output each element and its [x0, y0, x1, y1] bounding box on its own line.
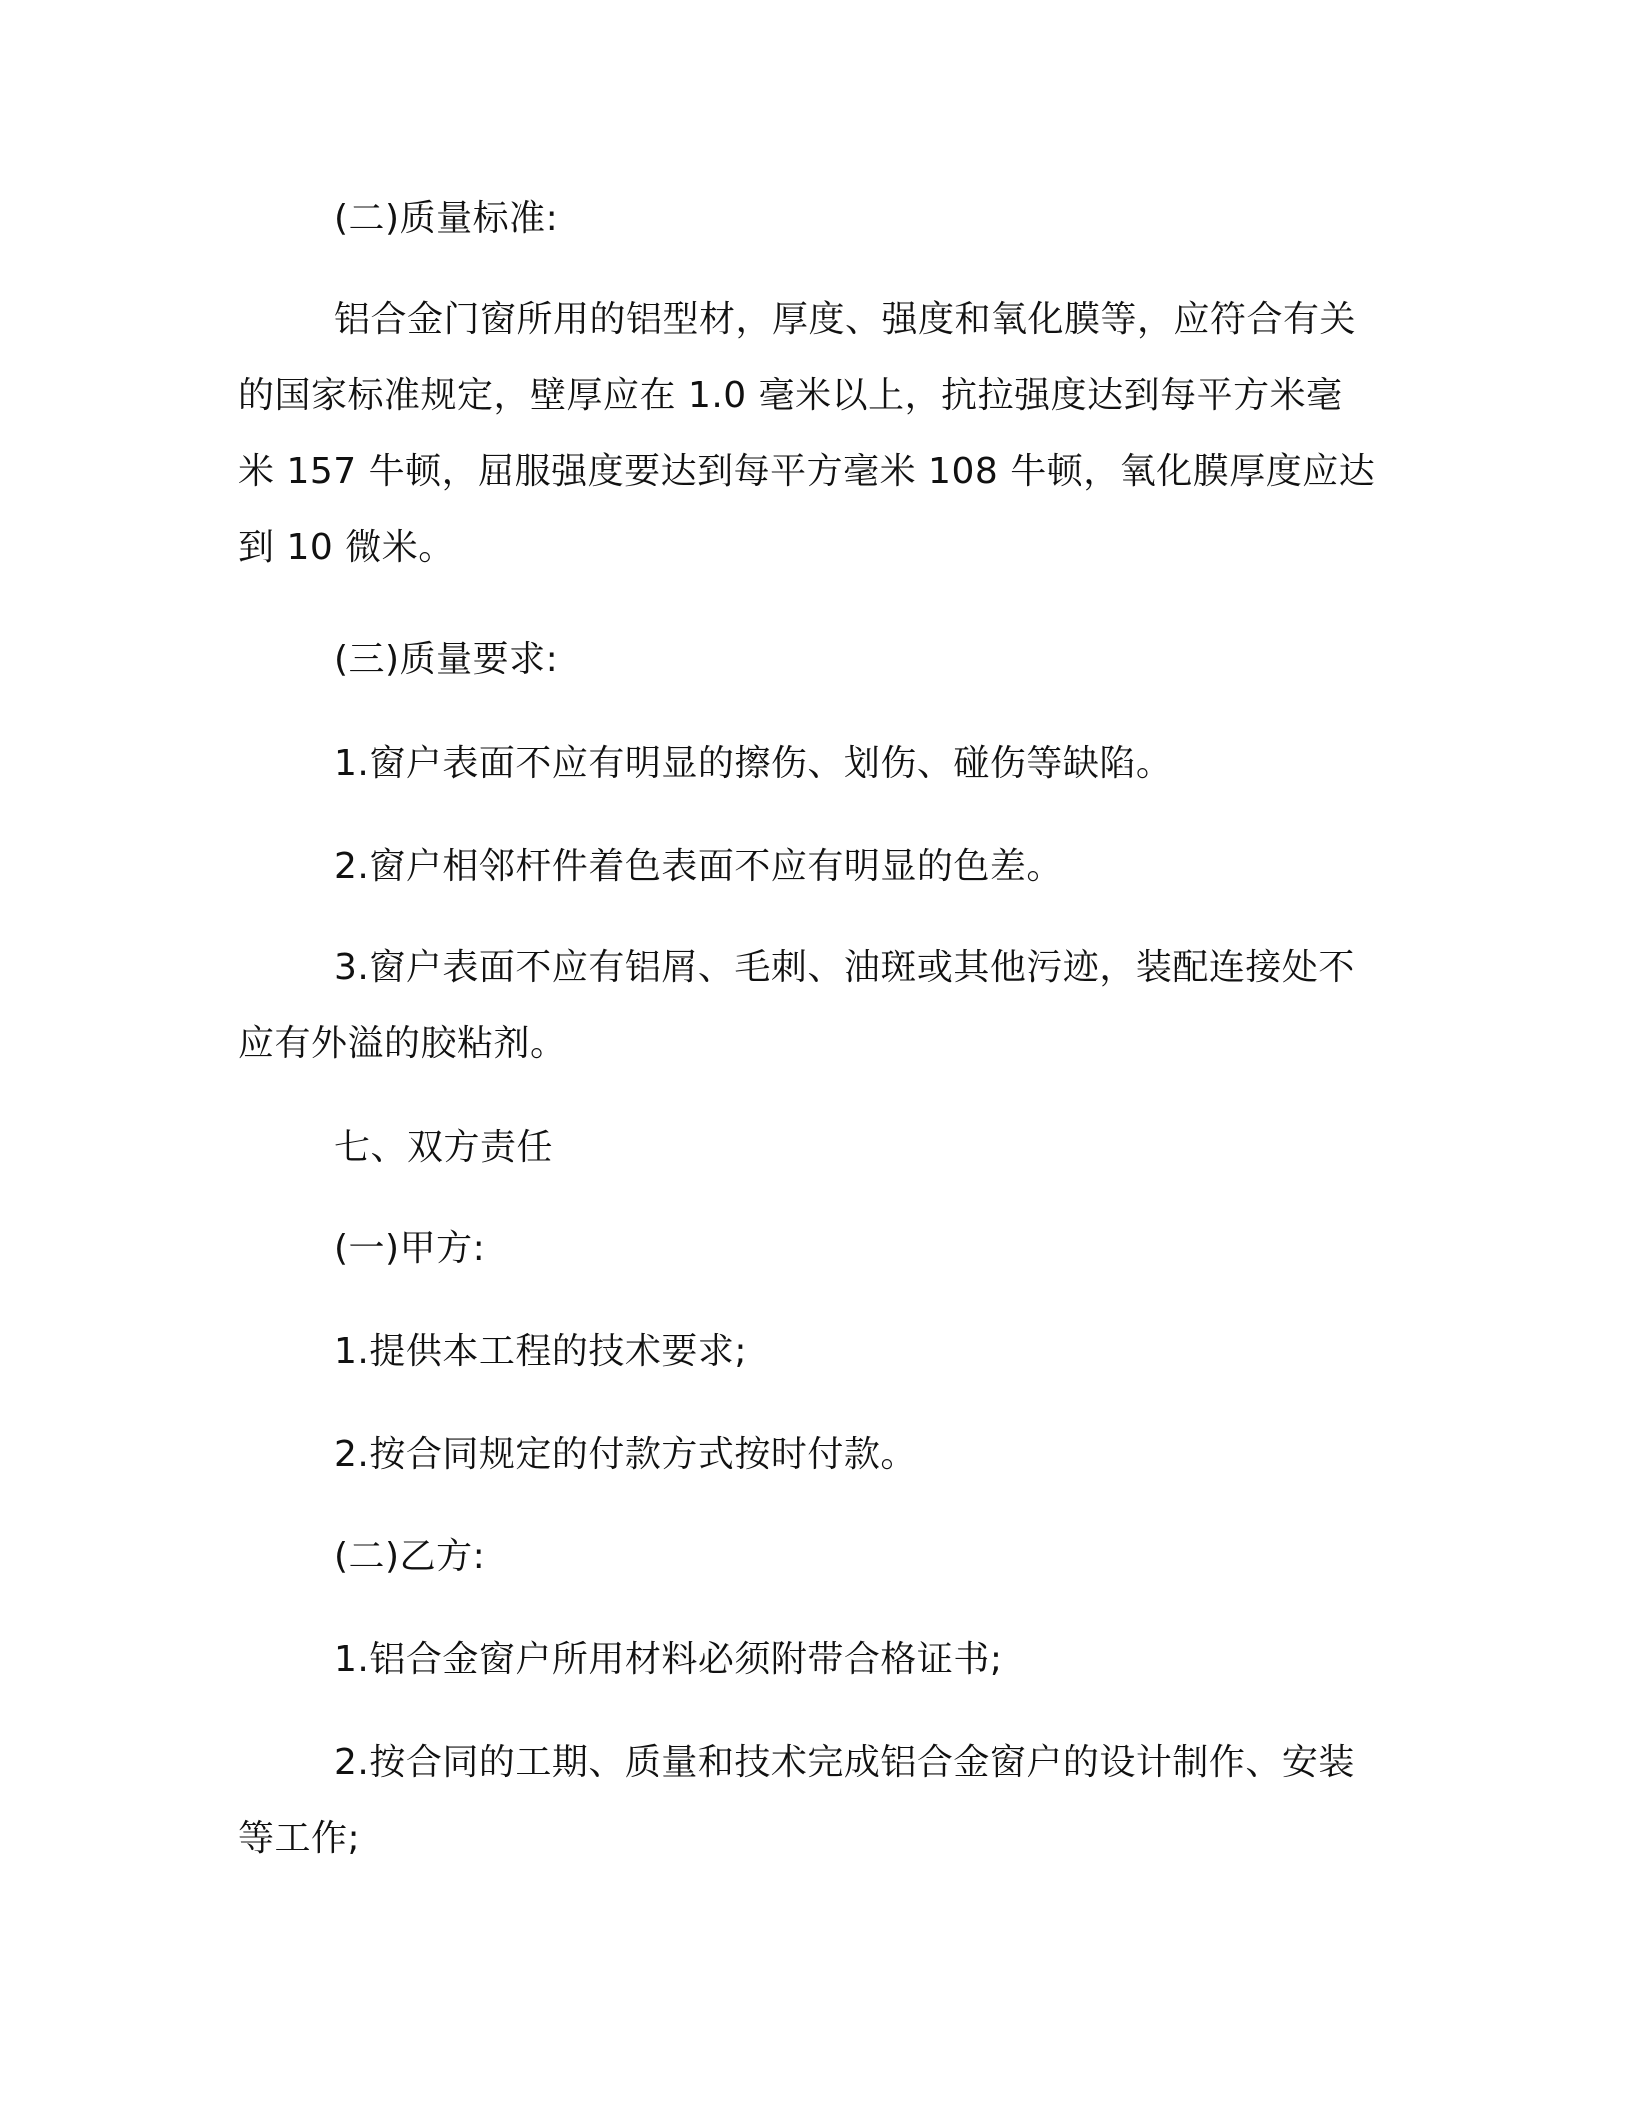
list-item-party-a-1: 1.提供本工程的技术要求; [334, 1331, 747, 1372]
list-item-requirement-3: 3.窗户表面不应有铝屑、毛刺、油斑或其他污迹，装配连接处不应有外溢的胶粘剂。 [238, 947, 1355, 1064]
subheading-party-b: (二)乙方: [334, 1536, 486, 1577]
list-item-requirement-1: 1.窗户表面不应有明显的擦伤、划伤、碰伤等缺陷。 [334, 743, 1173, 784]
subheading-party-a: (一)甲方: [334, 1228, 486, 1269]
section-heading-quality-standard: (二)质量标准: [334, 198, 559, 239]
paragraph-aluminum-spec: 铝合金门窗所用的铝型材，厚度、强度和氧化膜等，应符合有关的国家标准规定，壁厚应在 1.0 毫米以上，抗拉强度达到每平方米毫米 157 牛顿，屈服强度要达到每平方毫米 108 牛顿，氧化膜厚度应达到 10 微米。 [238, 299, 1376, 568]
list-item-party-a-2: 2.按合同规定的付款方式按时付款。 [334, 1434, 917, 1475]
list-item-requirement-2: 2.窗户相邻杆件着色表面不应有明显的色差。 [334, 846, 1063, 887]
section-heading-responsibilities: 七、双方责任 [334, 1127, 554, 1168]
list-item-party-b-1: 1.铝合金窗户所用材料必须附带合格证书; [334, 1639, 1003, 1680]
section-heading-quality-requirements: (三)质量要求: [334, 639, 559, 680]
list-item-party-b-2: 2.按合同的工期、质量和技术完成铝合金窗户的设计制作、安装等工作; [238, 1742, 1355, 1859]
